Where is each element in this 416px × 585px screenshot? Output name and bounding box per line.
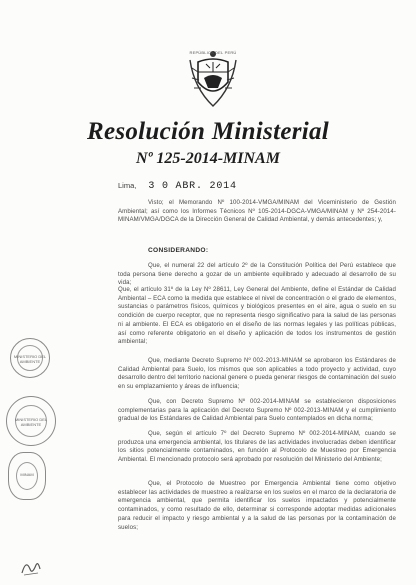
number-prefix: Nº [136,150,153,167]
date-line [118,181,237,192]
paragraph-visto: Visto; el Memorando Nº 100-2014-VMGA/MINAM del Viceministerio de Gestión Ambiental; así como los Informes Técnicos Nº 105-2014-DGCA-VMGA/MINAM y Nº 254-2014-MINAM/VMGA/DGCA de la Dirección General de Calidad Ambiental, y demás antecedentes; y, [118,199,396,224]
crest-caption: REPÚBLICA DEL PERÚ [189,50,237,55]
paragraph: Que, el artículo 31º de la Ley Nº 28611, Ley General del Ambiente, define el Estándar de Calidad Ambiental – ECA como la medida que establece el nivel de concentración o el grado de elementos, sustancias o parámetros físicos, químicos y biológicos presentes en el aire, agua o suelo en su condición de cuerpo receptor, que no representa riesgo significativo para la salud de las personas ni al ambiente. El ECA es obligatorio en el diseño de las normas legales y las políticas públicas, así como referente obligatorio en el diseño y aplicación de todos los instrumentos de gestión ambiental; [118,286,396,346]
number-value: 125 [156,150,181,167]
considerando-heading: CONSIDERANDO: [148,247,209,254]
paragraph: Que, mediante Decreto Supremo Nº 002-2013-MINAM se aprobaron los Estándares de Calidad Ambiental para Suelo, los mismos que son aplicables a todo proyecto y actividad, cuyo desarrollo dentro del territorio nacional genere o pueda generar riesgos de contaminación del suelo en su emplazamiento y áreas de influencia; [118,357,396,391]
ministry-seal: MINISTERIO DEL AMBIENTE [10,338,50,378]
resolution-number [0,150,416,168]
paragraph: Que, el numeral 22 del artículo 2º de la Constitución Política del Perú establece que toda persona tiene derecho a gozar de un ambiente equilibrado y adecuado al desarrollo de su vida; [118,262,396,287]
paragraph: Que, el Protocolo de Muestreo por Emergencia Ambiental tiene como objetivo establecer las actividades de muestreo a realizarse en los suelos en el marco de la declaratoria de emergencia ambiental, que permita identificar los suelos impactados y potencialmente contaminados, y como resultado de ello, determinar si corresponde adoptar medidas adicionales para reducir el impacto y riesgo ambiental y a la salud de las personas por la contaminación de suelos; [118,480,396,531]
ministry-seal: MINAM [8,452,46,500]
coat-of-arms-icon [188,48,238,112]
ministry-seal: MINISTERIO DEL AMBIENTE [6,396,56,446]
paragraph: Que, según el artículo 7º del Decreto Supremo Nº 002-2014-MINAM, cuando se produzca una emergencia ambiental, los titulares de las actividades involucradas deben identificar los sitios potencialmente contaminados, en función al Protocolo de Muestreo por Emergencia Ambiental. El mencionado protocolo será aprobado por resolución del Ministerio del Ambiente; [118,430,396,464]
signature-icon [18,555,46,579]
document-title: Resolución Ministerial [86,118,330,145]
date-value: 3 0 ABR. 2014 [148,181,237,192]
date-label: Lima, [118,181,137,190]
number-suffix: -2014-MINAM [180,150,280,167]
paragraph: Que, con Decreto Supremo Nº 002-2014-MINAM se establecieron disposiciones complementarias para la aplicación del Decreto Supremo Nº 002-2013-MINAM y el cumplimiento gradual de los Estándares de Calidad Ambiental para Suelo contemplados en dicha norma; [118,398,396,423]
